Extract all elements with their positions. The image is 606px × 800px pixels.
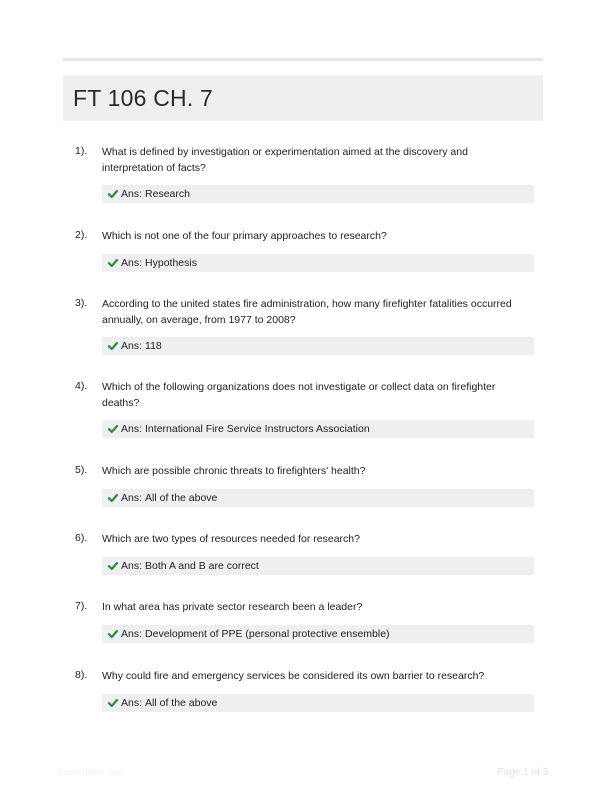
- question-text: Which of the following organizations does not investigate or collect data on firefighter deaths?: [102, 381, 496, 409]
- question-block-5: [75, 464, 535, 507]
- question-number: 1).: [75, 145, 88, 157]
- check-icon: [108, 561, 118, 571]
- check-icon: [108, 698, 118, 708]
- check-icon: [108, 493, 118, 503]
- question-number: 4).: [75, 380, 88, 392]
- question-text: Why could fire and emergency services be considered its own barrier to research?: [102, 670, 485, 682]
- question-text: In what area has private sector research been a leader?: [102, 601, 363, 613]
- page-indicator: Page 1 of 3: [497, 767, 549, 778]
- question-text: Which is not one of the four primary approaches to research?: [102, 230, 387, 242]
- question-block-1: [75, 145, 535, 203]
- question-block-2: [75, 229, 535, 272]
- document-title: FT 106 CH. 7: [73, 84, 214, 111]
- answer-text: All of the above: [145, 491, 218, 504]
- answer-text: International Fire Service Instructors Association: [145, 423, 370, 435]
- question-block-6: [75, 532, 535, 575]
- answer-text: 118: [145, 340, 162, 352]
- check-icon: [108, 424, 118, 434]
- answer-text: Both A and B are correct: [145, 559, 259, 572]
- question-text: Which are two types of resources needed for research?: [102, 533, 360, 545]
- question-block-8: [75, 669, 535, 712]
- question-number: 5).: [75, 464, 88, 476]
- top-divider: [63, 58, 543, 61]
- title-bar: [63, 75, 543, 121]
- answer-box: [102, 420, 534, 438]
- question-block-3: [75, 297, 535, 355]
- check-icon: [108, 341, 118, 351]
- answer-text: Research: [145, 188, 190, 200]
- answer-prefix: Ans:: [121, 340, 143, 352]
- question-number: 6).: [75, 532, 88, 544]
- question-text: According to the united states fire administration, how many firefighter fatalities occurred annually, on average, from 1977 to 2008?: [102, 298, 512, 326]
- check-icon: [108, 629, 118, 639]
- answer-box: [102, 254, 534, 272]
- answer-prefix: Ans:: [121, 188, 143, 200]
- question-block-4: [75, 380, 535, 438]
- question-text: Which are possible chronic threats to firefighters' health?: [102, 465, 366, 477]
- answer-box: [102, 185, 534, 203]
- question-text: What is defined by investigation or experimentation aimed at the discovery and interpretation of facts?: [102, 146, 468, 174]
- question-number: 7).: [75, 600, 88, 612]
- answer-prefix: Ans:: [121, 696, 143, 709]
- check-icon: [108, 258, 118, 268]
- answer-prefix: Ans:: [121, 256, 143, 269]
- question-number: 8).: [75, 669, 88, 681]
- check-icon: [108, 189, 118, 199]
- footer-watermark: Papersbase.com: [57, 767, 125, 777]
- question-number: 3).: [75, 297, 88, 309]
- answer-box: [102, 337, 534, 355]
- question-number: 2).: [75, 229, 88, 241]
- question-block-7: [75, 600, 535, 643]
- answer-prefix: Ans:: [121, 491, 143, 504]
- answer-prefix: Ans:: [121, 559, 143, 572]
- answer-box: [102, 489, 534, 507]
- answer-prefix: Ans:: [121, 423, 143, 435]
- answer-prefix: Ans:: [121, 627, 143, 640]
- answer-box: [102, 557, 534, 575]
- answer-box: [102, 694, 534, 712]
- answer-text: Hypothesis: [145, 256, 197, 269]
- answer-text: All of the above: [145, 696, 218, 709]
- answer-box: [102, 625, 534, 643]
- answer-text: Development of PPE (personal protective ensemble): [145, 627, 390, 640]
